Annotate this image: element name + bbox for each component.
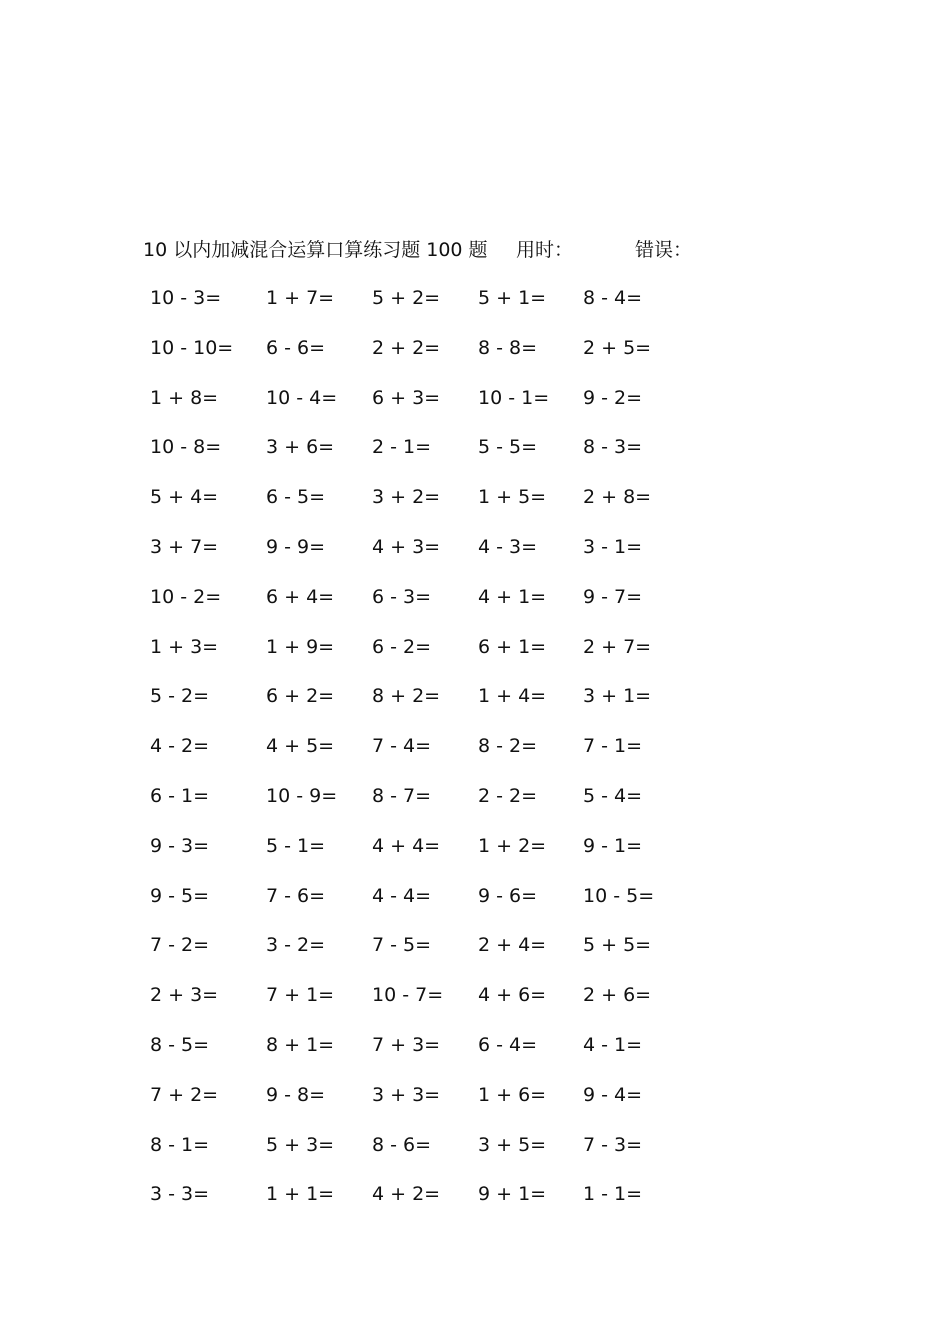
problem-item: 3 + 2= [372, 486, 441, 509]
problem-item: 1 + 9= [266, 635, 335, 658]
problem-item: 4 + 5= [266, 735, 335, 758]
problem-item: 8 + 1= [266, 1033, 335, 1056]
problem-item: 5 + 5= [583, 934, 652, 957]
problem-item: 4 + 6= [478, 984, 547, 1007]
problem-item: 8 - 6= [372, 1133, 432, 1156]
problem-item: 6 - 4= [478, 1033, 538, 1056]
problem-item: 9 - 4= [583, 1083, 643, 1106]
problem-row [0, 532, 950, 582]
problem-item: 10 - 7= [372, 984, 444, 1007]
problem-item: 1 + 1= [266, 1183, 335, 1206]
problem-item: 5 - 1= [266, 834, 326, 857]
problem-item: 6 - 1= [150, 784, 210, 807]
problem-item: 4 - 3= [478, 535, 538, 558]
problem-item: 10 - 10= [150, 336, 234, 359]
problem-item: 8 - 2= [478, 735, 538, 758]
problem-item: 5 - 2= [150, 685, 210, 708]
problem-item: 10 - 2= [150, 585, 222, 608]
problem-item: 10 - 3= [150, 287, 222, 309]
problem-item: 8 - 7= [372, 784, 432, 807]
problem-row [0, 1179, 950, 1229]
problem-item: 10 - 5= [583, 884, 655, 907]
problem-item: 2 + 8= [583, 486, 652, 509]
problem-item: 10 - 4= [266, 386, 338, 409]
problem-item: 2 + 6= [583, 984, 652, 1007]
problem-item: 9 - 5= [150, 884, 210, 907]
problem-item: 2 + 5= [583, 336, 652, 359]
problem-item: 2 + 3= [150, 984, 219, 1007]
problem-item: 8 - 1= [150, 1133, 210, 1156]
problem-item: 7 - 3= [583, 1133, 643, 1156]
problem-row [0, 831, 950, 881]
problem-item: 7 - 5= [372, 934, 432, 957]
problem-row [0, 283, 950, 333]
problem-item: 6 - 2= [372, 635, 432, 658]
problem-row [0, 383, 950, 433]
problem-item: 9 - 3= [150, 834, 210, 857]
problem-item: 4 + 1= [478, 585, 547, 608]
problem-row [0, 930, 950, 980]
problem-item: 2 - 2= [478, 784, 538, 807]
problem-item: 9 - 2= [583, 386, 643, 409]
problem-item: 5 + 1= [478, 287, 547, 309]
problem-item: 7 - 6= [266, 884, 326, 907]
problem-item: 8 - 8= [478, 336, 538, 359]
problem-row [0, 1080, 950, 1130]
problem-item: 9 - 6= [478, 884, 538, 907]
problem-item: 3 + 5= [478, 1133, 547, 1156]
problem-row [0, 482, 950, 532]
problem-item: 4 + 2= [372, 1183, 441, 1206]
problem-item: 6 - 3= [372, 585, 432, 608]
problem-item: 3 + 7= [150, 535, 219, 558]
problem-item: 1 + 4= [478, 685, 547, 708]
problem-item: 7 - 2= [150, 934, 210, 957]
problem-item: 6 + 2= [266, 685, 335, 708]
problem-item: 10 - 9= [266, 784, 338, 807]
problem-item: 5 + 3= [266, 1133, 335, 1156]
problem-item: 4 + 4= [372, 834, 441, 857]
problem-item: 2 + 7= [583, 635, 652, 658]
problem-grid [0, 283, 950, 1229]
problem-row [0, 582, 950, 632]
problem-row [0, 1030, 950, 1080]
problem-item: 3 + 3= [372, 1083, 441, 1106]
worksheet-header [143, 235, 763, 265]
problem-item: 10 - 8= [150, 436, 222, 459]
problem-row [0, 1130, 950, 1180]
problem-item: 3 - 2= [266, 934, 326, 957]
problem-row [0, 781, 950, 831]
problem-row [0, 980, 950, 1030]
problem-item: 4 - 1= [583, 1033, 643, 1056]
problem-row [0, 681, 950, 731]
problem-item: 2 - 1= [372, 436, 432, 459]
time-used-label: 用时： [516, 239, 574, 261]
problem-item: 5 + 4= [150, 486, 219, 509]
problem-item: 1 + 5= [478, 486, 547, 509]
problem-item: 4 - 2= [150, 735, 210, 758]
problem-item: 6 + 1= [478, 635, 547, 658]
errors-label: 错误： [635, 239, 693, 261]
problem-row [0, 881, 950, 931]
problem-item: 4 + 3= [372, 535, 441, 558]
problem-item: 5 - 5= [478, 436, 538, 459]
problem-item: 7 - 1= [583, 735, 643, 758]
problem-item: 8 - 3= [583, 436, 643, 459]
problem-item: 7 + 1= [266, 984, 335, 1007]
problem-row [0, 632, 950, 682]
problem-item: 7 - 4= [372, 735, 432, 758]
problem-item: 9 - 1= [583, 834, 643, 857]
problem-row [0, 333, 950, 383]
problem-item: 8 + 2= [372, 685, 441, 708]
problem-item: 3 - 1= [583, 535, 643, 558]
problem-item: 2 + 4= [478, 934, 547, 957]
problem-item: 7 + 3= [372, 1033, 441, 1056]
problem-item: 5 - 4= [583, 784, 643, 807]
problem-item: 9 - 8= [266, 1083, 326, 1106]
problem-item: 1 + 7= [266, 287, 335, 309]
problem-item: 1 + 6= [478, 1083, 547, 1106]
problem-item: 1 + 8= [150, 386, 219, 409]
problem-item: 3 - 3= [150, 1183, 210, 1206]
problem-item: 6 + 4= [266, 585, 335, 608]
problem-item: 8 - 4= [583, 287, 643, 309]
problem-item: 5 + 2= [372, 287, 441, 309]
problem-item: 6 - 6= [266, 336, 326, 359]
problem-item: 3 + 6= [266, 436, 335, 459]
problem-row [0, 432, 950, 482]
problem-item: 6 + 3= [372, 386, 441, 409]
problem-item: 7 + 2= [150, 1083, 219, 1106]
problem-row [0, 731, 950, 781]
problem-item: 1 + 3= [150, 635, 219, 658]
problem-item: 1 + 2= [478, 834, 547, 857]
problem-item: 9 - 9= [266, 535, 326, 558]
problem-item: 9 - 7= [583, 585, 643, 608]
problem-item: 3 + 1= [583, 685, 652, 708]
worksheet-title: 10 以内加减混合运算口算练习题 100 题 [143, 239, 488, 261]
problem-item: 6 - 5= [266, 486, 326, 509]
problem-item: 8 - 5= [150, 1033, 210, 1056]
problem-item: 2 + 2= [372, 336, 441, 359]
problem-item: 4 - 4= [372, 884, 432, 907]
problem-item: 1 - 1= [583, 1183, 643, 1206]
problem-item: 10 - 1= [478, 386, 550, 409]
problem-item: 9 + 1= [478, 1183, 547, 1206]
